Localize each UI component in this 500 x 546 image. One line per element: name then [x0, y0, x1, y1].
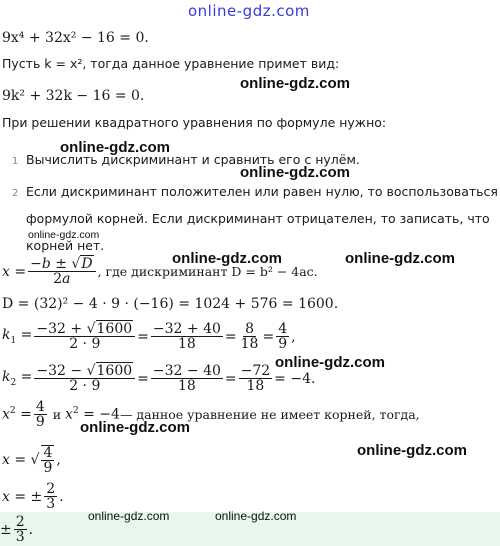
discriminant-line: D = (32)² − 4 · 9 · (−16) = 1024 + 576 = 1600.	[2, 296, 339, 312]
step-number: 2	[12, 188, 19, 199]
watermark: online-gdz.com	[80, 419, 190, 436]
x2-text: — данное уравнение не имеет корней, тогда,	[119, 407, 420, 422]
quadratic-formula: x = $\frac{-b \pm √D}{2a}$ , где дискриминант D = b² − 4ac.	[2, 256, 318, 287]
equation-1: 9x⁴ + 32x² − 16 = 0.	[2, 30, 149, 46]
step-number: 1	[12, 156, 19, 167]
intro-text: При решении квадратного уравнения по формуле нужно:	[2, 115, 387, 130]
watermark: online-gdz.com	[60, 139, 170, 156]
watermark: online-gdz.com	[345, 250, 455, 267]
equation-2: 9k² + 32k − 16 = 0.	[2, 88, 145, 104]
step-text-line-2: формулой корней. Если дискриминант отрицателен, то записать, что	[26, 211, 490, 226]
watermark: online-gdz.com	[172, 250, 282, 267]
watermark: online-gdz.com	[28, 229, 100, 241]
x-plusminus-line: x = ± $\frac{2}{3}$ .	[2, 481, 64, 512]
watermark: online-gdz.com	[88, 509, 170, 523]
site-header[interactable]: online-gdz.com	[188, 2, 310, 20]
watermark: online-gdz.com	[275, 354, 385, 371]
x-sqrt-line: x = √ $\frac{4}{9}$ ,	[2, 445, 61, 476]
step-text-line-3: корней нет.	[26, 238, 105, 253]
watermark: online-gdz.com	[357, 442, 467, 459]
substitution-text: Пусть k = x², тогда данное уравнение примет вид:	[2, 56, 340, 71]
k2-line: $k_2$ = $\frac{-32 - √1600}{2 \cdot 9}$ = $\frac{-32 - 40}{18}$ = $\frac{-72}{18}$ = −4.	[2, 363, 316, 394]
formula-fraction: $\frac{-b \pm √D}{2a}$	[28, 257, 96, 286]
k1-line: $k_1$ = $\frac{-32 + √1600}{2 \cdot 9}$ = $\frac{-32 + 40}{18}$ = $\frac{8}{18}$ = $\frac{4}{9}$ ,	[2, 321, 296, 352]
watermark: online-gdz.com	[240, 164, 350, 181]
formula-text: , где дискриминант D = b² − 4ac.	[97, 264, 318, 279]
step-text: Вычислить дискриминант и сравнить его с нулём.	[26, 152, 360, 167]
x-squared-line: $x^2$ = $\frac{4}{9}$ и $x^2 = -4$ — данное уравнение не имеет корней, тогда,	[2, 399, 420, 430]
watermark: online-gdz.com	[215, 509, 297, 523]
step-text-line-1: Если дискриминант положителен или равен нулю, то воспользоваться	[26, 184, 498, 199]
answer: ± $\frac{2}{3}$ .	[0, 514, 34, 545]
watermark: online-gdz.com	[240, 75, 350, 92]
